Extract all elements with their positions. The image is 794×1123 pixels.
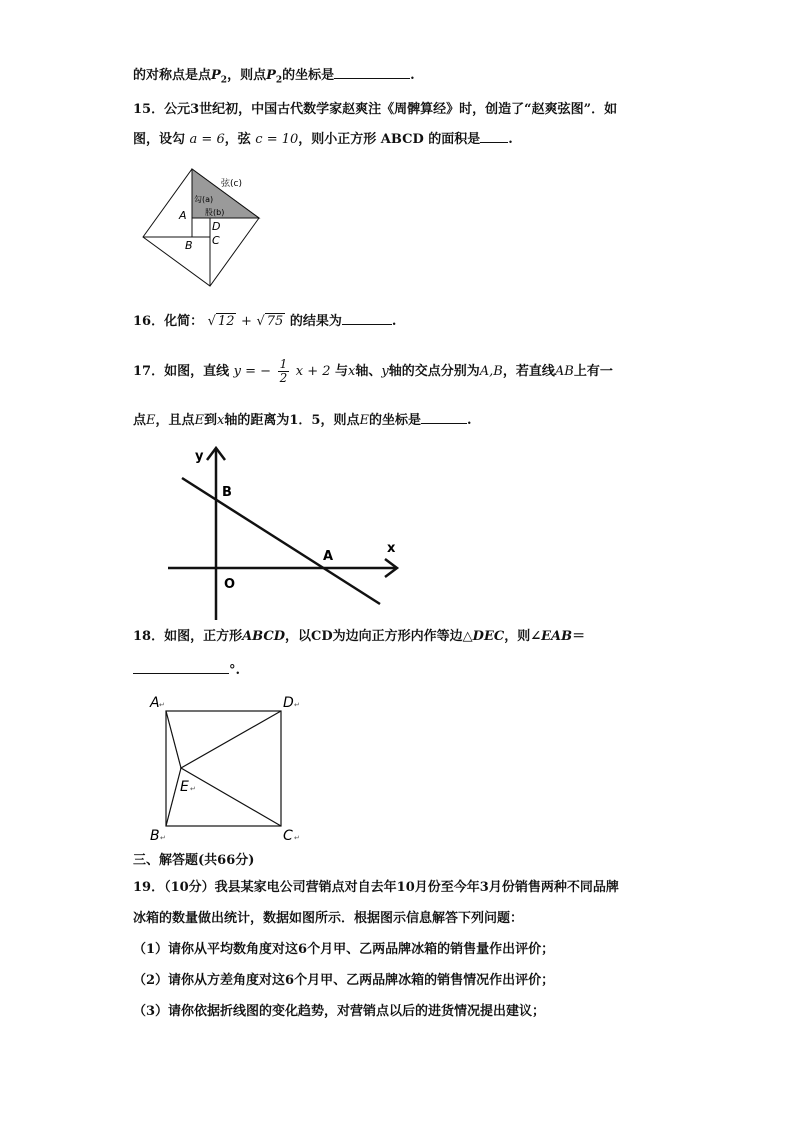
q18-equals: ＝ <box>572 629 586 644</box>
square-abcd <box>166 711 281 826</box>
c-equation: c = 10 <box>255 132 299 147</box>
q19-line1: 19．（10分）我县某家电公司营销点对自去年10月份至今年3月份销售两种不同品牌 <box>133 880 619 895</box>
q18-text-3: 为边向正方形内作等边△ <box>332 629 473 644</box>
q15-text-b: ，弦 <box>224 132 251 147</box>
x-var: x <box>348 364 356 379</box>
vertex-c: C <box>283 828 293 844</box>
answer-blank[interactable] <box>133 661 229 674</box>
q18-text-4: ，则∠ <box>504 629 542 644</box>
e-var-2: E <box>194 413 205 428</box>
e-var-3: E <box>359 413 369 428</box>
q18-text-1: 18．如图，正方形 <box>133 629 243 644</box>
p2-sub: 2 <box>220 75 228 86</box>
q14-text-after: 的坐标是 <box>282 68 335 83</box>
label-a: A <box>179 209 187 222</box>
coordinate-figure <box>165 440 405 625</box>
dec-var: DEC <box>472 629 505 644</box>
q19-line2: 冰箱的数量做出统计，数据如图所示．根据图示信息解答下列问题： <box>133 911 524 926</box>
square-triangle-figure <box>147 690 307 845</box>
segment-be <box>166 768 181 826</box>
q17-line1 <box>133 358 613 385</box>
label-c: C <box>212 234 220 247</box>
answer-blank[interactable] <box>334 66 410 79</box>
q17-text-c: 到 <box>204 413 218 428</box>
q17-mid1: 与 <box>335 364 349 379</box>
q17-text-a: 点 <box>133 413 147 428</box>
frac-num: 1 <box>279 357 288 371</box>
q17-mid4: ，若直线 <box>502 364 555 379</box>
shaded-triangle <box>192 169 259 218</box>
return-mark: ↵ <box>294 834 300 842</box>
vertex-a: A <box>150 695 160 711</box>
a-equation: a = 6 <box>189 132 225 147</box>
q16-prefix: 16．化简： <box>133 314 204 329</box>
q17-line2 <box>133 411 472 430</box>
x-axis-label: x <box>387 541 396 556</box>
return-mark: ↵ <box>294 701 300 709</box>
q14-text-mid: ，则点 <box>227 68 267 83</box>
q17-text-e: 的坐标是 <box>368 413 421 428</box>
ab-var: A,B <box>479 364 503 379</box>
q18-line2 <box>133 661 240 680</box>
eab-var: EAB <box>541 629 573 644</box>
q15-text-c: ，则小正方形 ABCD 的面积是 <box>298 132 481 147</box>
q17-prefix: 17．如图，直线 <box>133 364 230 379</box>
e-var: E <box>146 413 156 428</box>
q15-line2 <box>133 130 513 149</box>
label-gu: 股(b) <box>205 208 225 217</box>
answer-blank[interactable] <box>342 312 392 325</box>
origin-label: O <box>224 577 236 592</box>
sqrt-75: √ 75 <box>256 314 284 329</box>
inner-square <box>192 218 210 237</box>
q17-mid3: 轴的交点分别为 <box>388 364 480 379</box>
vertex-d: D <box>283 695 294 711</box>
point-a-label: A <box>323 549 334 564</box>
q14-end: . <box>410 68 415 83</box>
fraction-half <box>278 358 290 385</box>
cd-var: CD <box>311 629 333 644</box>
q17-mid2: 轴、 <box>355 364 382 379</box>
sqrt-12: √ 12 <box>207 314 235 329</box>
q14-line <box>133 66 415 90</box>
return-mark: ↵ <box>160 834 166 842</box>
label-xian: 弦(c) <box>221 179 242 189</box>
p2-label-2: P <box>266 68 276 83</box>
q15-line1: 15．公元3世纪初，中国古代数学家赵爽注《周髀算经》时，创造了“赵爽弦图”．如 <box>133 102 618 117</box>
eq-left: y = − <box>233 364 272 379</box>
answer-blank[interactable] <box>480 130 508 143</box>
q16-suffix: 的结果为 <box>289 314 342 329</box>
x-var-2: x <box>217 413 225 428</box>
vertex-b: B <box>150 828 160 844</box>
abcd-var: ABCD <box>242 629 286 644</box>
q15-end: . <box>508 132 513 147</box>
q17-text-b: ，且点 <box>155 413 195 428</box>
q18-line1 <box>133 628 585 646</box>
point-b-label: B <box>222 485 232 500</box>
q19-item3: （3）请你依据折线图的变化趋势，对营销点以后的进货情况提出建议； <box>133 1004 546 1019</box>
q15-text-a: 图，设勾 <box>133 132 186 147</box>
q19-item1: （1）请你从平均数角度对这6个月甲、乙两品牌冰箱的销售量作出评价； <box>133 942 555 957</box>
q16-line <box>133 312 396 331</box>
eq-right: x + 2 <box>295 364 331 379</box>
radicand-75: 75 <box>266 314 284 329</box>
label-b: B <box>185 239 193 252</box>
q17-mid5: 上有一 <box>573 364 613 379</box>
triangle-dec <box>181 711 281 826</box>
label-d: D <box>212 220 221 233</box>
zhao-shuang-figure <box>135 163 265 289</box>
q14-text: 的对称点是点 <box>133 68 212 83</box>
q17-text-d: 轴的距离为1．5，则点 <box>224 413 360 428</box>
p2-sub-2: 2 <box>275 75 283 86</box>
label-gou: 勾(a) <box>194 195 214 204</box>
plus-sign: + <box>241 314 252 329</box>
degree-mark: °. <box>229 663 241 678</box>
p2-label: P <box>211 68 221 83</box>
answer-blank[interactable] <box>421 411 467 424</box>
segment-ae <box>166 711 181 768</box>
radicand-12: 12 <box>217 314 235 329</box>
q17-end: . <box>467 413 472 428</box>
line-ab <box>182 478 380 604</box>
q16-end: . <box>391 314 397 329</box>
return-mark: ↵ <box>190 785 196 793</box>
return-mark: ↵ <box>159 701 165 709</box>
q18-text-2: ，以 <box>285 629 312 644</box>
q19-item2: （2）请你从方差角度对这6个月甲、乙两品牌冰箱的销售情况作出评价； <box>133 973 555 988</box>
frac-den: 2 <box>279 371 288 385</box>
vertex-e: E <box>180 779 189 795</box>
ab-var-2: AB <box>554 364 574 379</box>
y-var: y <box>381 364 389 379</box>
y-axis-label: y <box>195 449 204 464</box>
section-heading: 三、解答题(共66分) <box>133 853 255 868</box>
